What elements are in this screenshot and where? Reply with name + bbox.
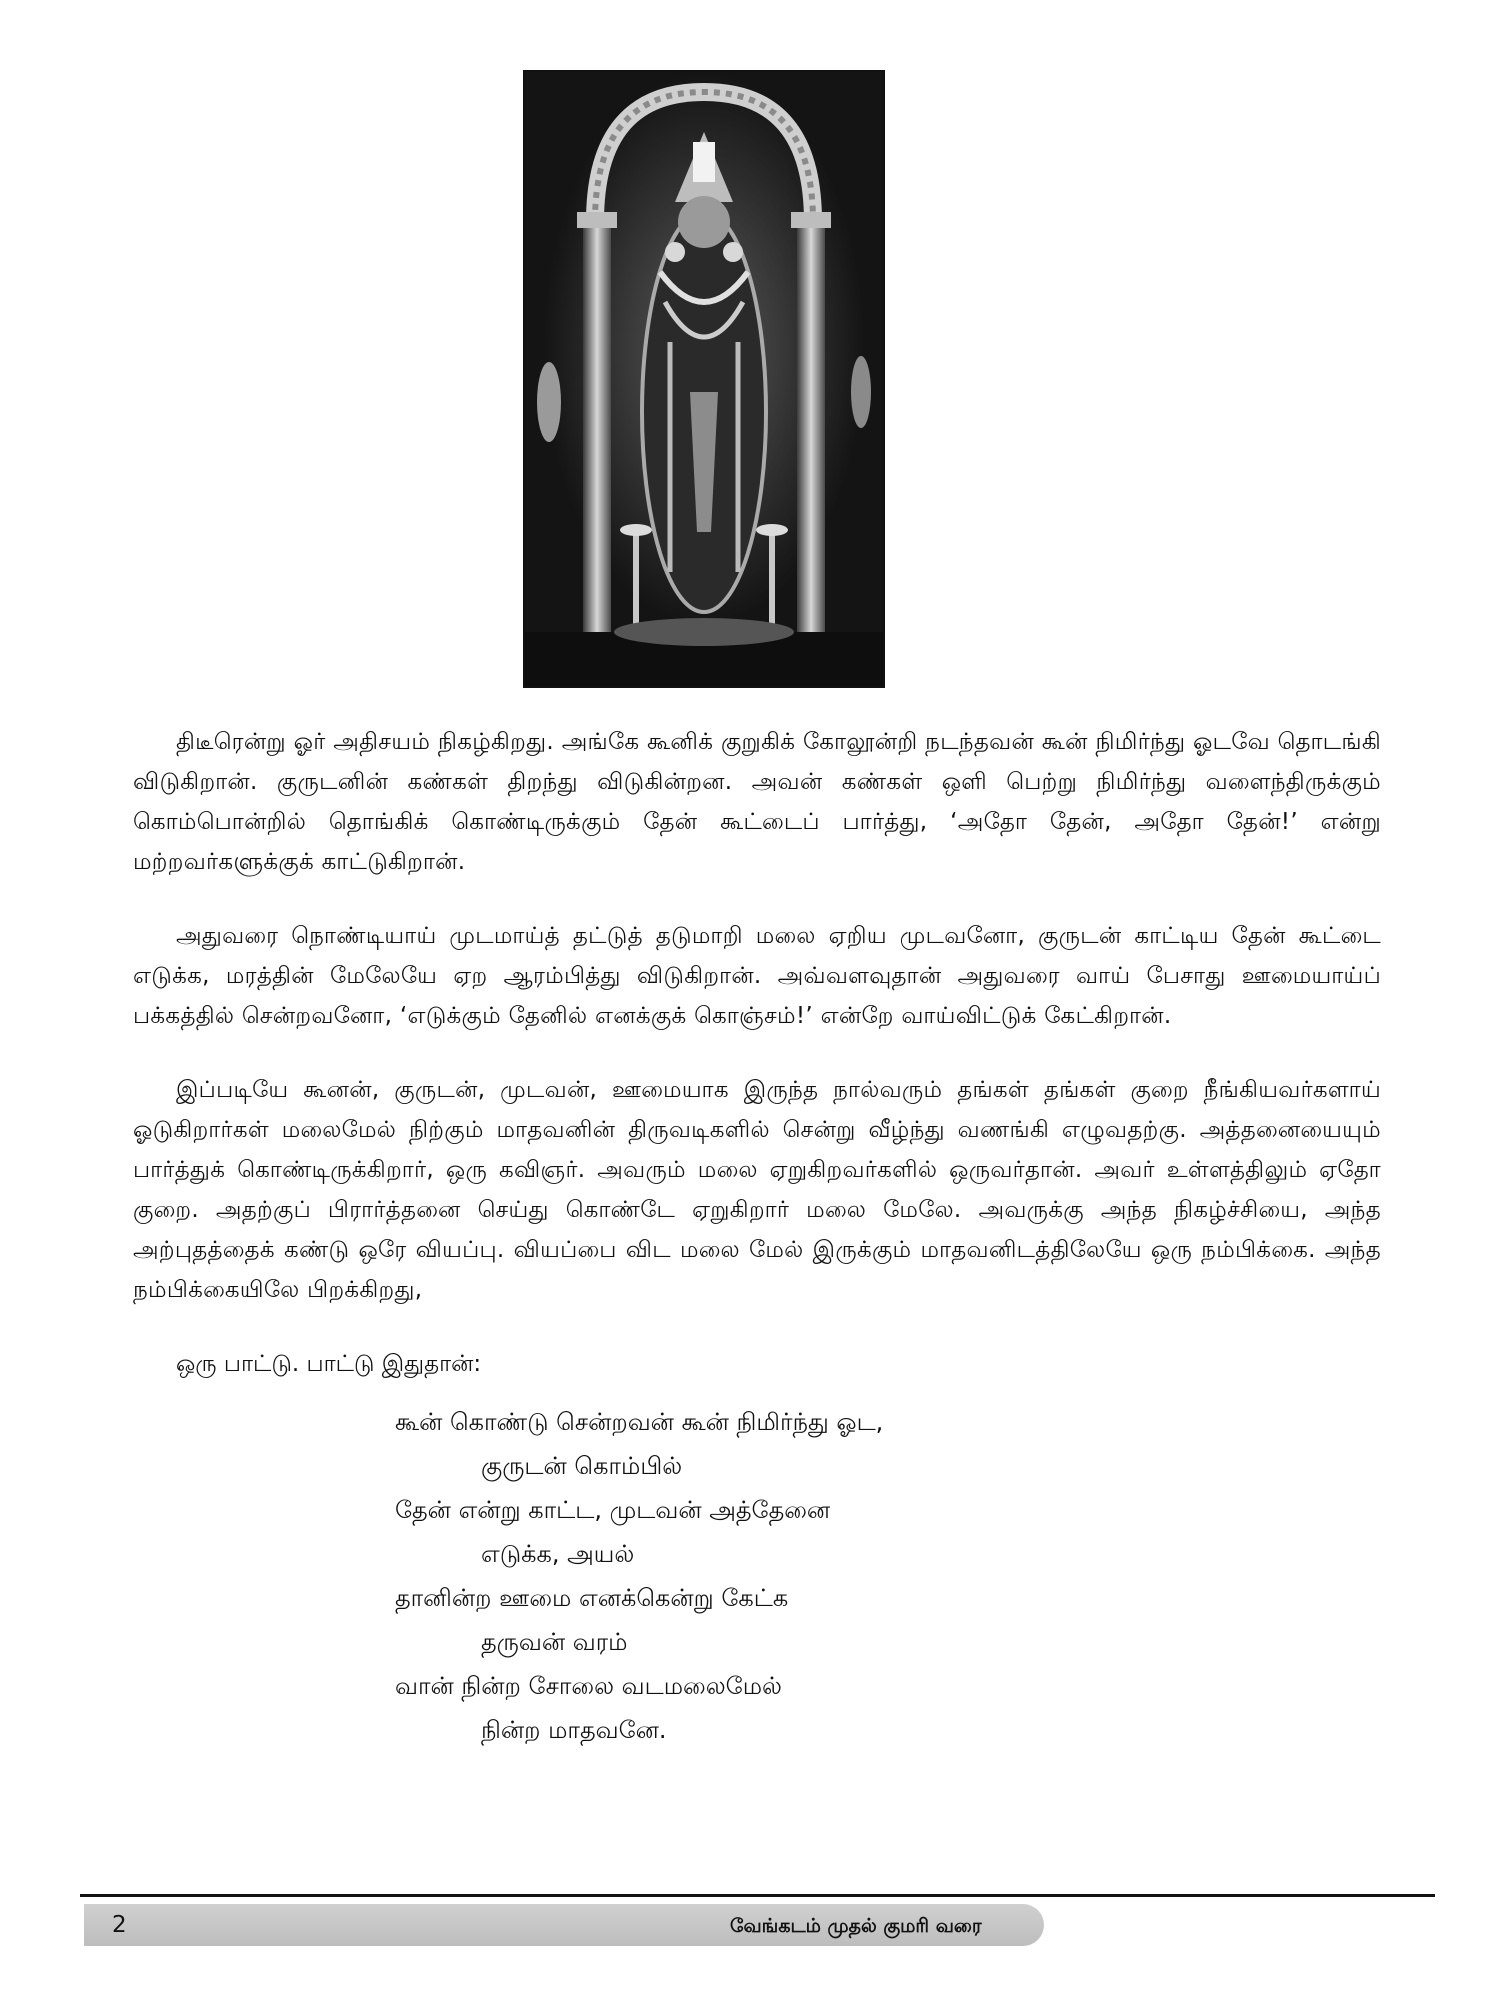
poem <box>395 1400 1381 1752</box>
poem-line: நின்ற மாதவனே. <box>481 1716 667 1744</box>
poem-line: தேன் என்று காட்ட, முடவன் அத்தேனை <box>395 1496 831 1524</box>
footer-rule <box>80 1894 1435 1897</box>
poem-line: குருடன் கொம்பில் <box>481 1452 683 1480</box>
deity-photo-icon <box>525 72 883 686</box>
poem-line: வான் நின்ற சோலை வடமலைமேல் <box>395 1672 782 1700</box>
paragraph-2: அதுவரை நொண்டியாய் முடமாய்த் தட்டுத் தடுமாறி மலை ஏறிய முடவனோ, குருடன் காட்டிய தேன் கூட்டை எடுக்க, மரத்தின் மேலேயே ஏற ஆரம்பித்து விடுகிறான். அவ்வளவுதான் அதுவரை வாய் பேசாது ஊமையாய்ப் பக்கத்தில் சென்றவனோ, ‘எடுக்கும் தேனில் எனக்குக் கொஞ்சம்!’ என்றே வாய்விட்டுக் கேட்கிறான். <box>133 923 1381 1029</box>
poem-intro: ஒரு பாட்டு. பாட்டு இதுதான்: <box>176 1351 482 1377</box>
running-title: வேங்கடம் முதல் குமரி வரை <box>730 1915 982 1937</box>
paragraph-3: இப்படியே கூனன், குருடன், முடவன், ஊமையாக இருந்த நால்வரும் தங்கள் தங்கள் குறை நீங்கியவர்களாய் ஓடுகிறார்கள் மலைமேல் நிற்கும் மாதவனின் திருவடிகளில் சென்று வீழ்ந்து வணங்கி எழுவதற்கு. அத்தனையையும் பார்த்துக் கொண்டிருக்கிறார், ஒரு கவிஞர். அவரும் மலை ஏறுகிறவர்களில் ஒருவர்தான். அவர் உள்ளத்திலும் ஏதோ குறை. அதற்குப் பிரார்த்தனை செய்து கொண்டே ஏறுகிறார் மலை மேலே. அவருக்கு அந்த நிகழ்ச்சியை, அந்த அற்புதத்தைக் கண்டு ஒரே வியப்பு. வியப்பை விட மலை மேல் இருக்கும் மாதவனிடத்திலேயே ஒரு நம்பிக்கை. அந்த நம்பிக்கையிலே பிறக்கிறது, <box>133 1077 1381 1303</box>
poem-line: எடுக்க, அயல் <box>481 1540 635 1568</box>
poem-line: கூன் கொண்டு சென்றவன் கூன் நிமிர்ந்து ஓட, <box>395 1408 884 1436</box>
article-body <box>133 722 1381 1752</box>
poem-line: தருவன் வரம் <box>481 1628 628 1656</box>
deity-photo <box>523 70 885 688</box>
poem-line: தானின்ற ஊமை எனக்கென்று கேட்க <box>395 1584 789 1612</box>
page-number: 2 <box>112 1912 127 1938</box>
paragraph-1: திடீரென்று ஓர் அதிசயம் நிகழ்கிறது. அங்கே கூனிக் குறுகிக் கோலூன்றி நடந்தவன் கூன் நிமிர்ந்து ஓடவே தொடங்கி விடுகிறான். குருடனின் கண்கள் திறந்து விடுகின்றன. அவன் கண்கள் ஒளி பெற்று நிமிர்ந்து வளைந்திருக்கும் கொம்பொன்றில் தொங்கிக் கொண்டிருக்கும் தேன் கூட்டைப் பார்த்து, ‘அதோ தேன், அதோ தேன்!’ என்று மற்றவர்களுக்குக் காட்டுகிறான். <box>133 729 1381 875</box>
